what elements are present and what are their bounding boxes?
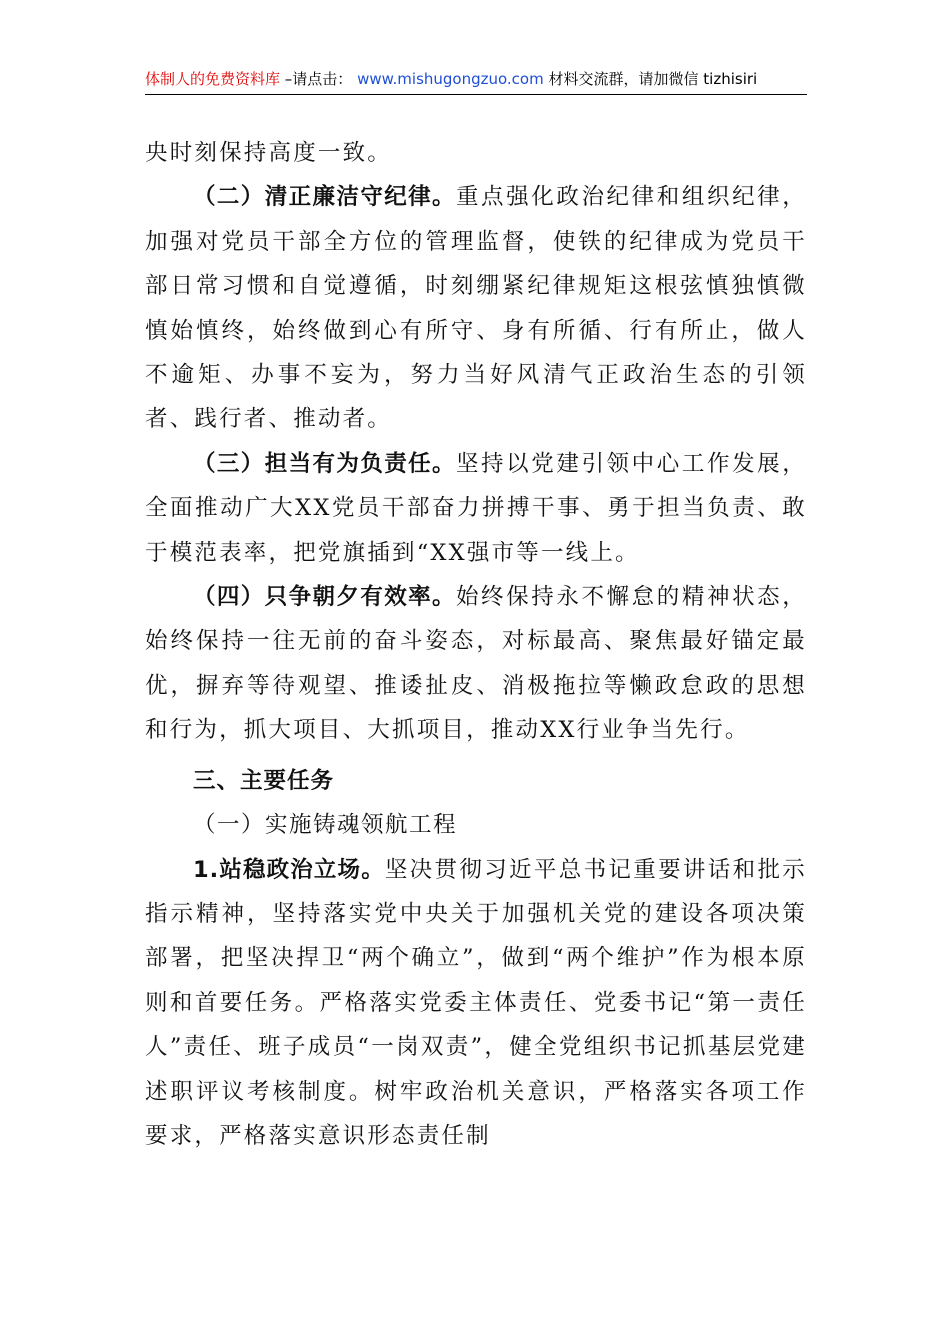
header-divider [145,94,807,95]
item-1-text: 坚决贯彻习近平总书记重要讲话和批示指示精神，坚持落实党中央关于加强机关党的建设各项决策部署，把坚决捍卫“两个确立”，做到“两个维护”作为根本原则和首要任务。严格落实党委主体责任、党委书记“第一责任人”责任、班子成员“一岗双责”，健全党组织书记抓基层党建述职评议考核制度。树牢政治机关意识，严格落实各项工作要求，严格落实意识形态责任制 [145,856,807,1149]
header-prompt: –请点击： [284,70,353,88]
heading-main-tasks: 三、主要任务 [193,767,335,794]
section-4-lead: （四）只争朝夕有效率。 [193,584,456,611]
section-4-text: 始终保持永不懈怠的精神状态，始终保持一往无前的奋斗姿态，对标最高、聚焦最好锚定最优，摒弃等待观望、推诿扯皮、消极拖拉等懒政怠政的思想和行为，抓大项目、大抓项目，推动XX行业争当先行。 [145,584,807,744]
header-url-link[interactable]: www.mishugongzuo.com [357,70,544,88]
document-body [145,131,807,1158]
paragraph-continuation: 央时刻保持高度一致。 [145,140,393,166]
section-3-paragraph [145,442,807,575]
section-2-lead: （二）清正廉洁守纪律。 [193,184,456,211]
section-3-text: 坚持以党建引领中心工作发展，全面推动广大XX党员干部奋力拼搏干事、勇于担当负责、敢于模范表率，把党旗插到“XX强市等一线上。 [145,450,807,566]
section-4-paragraph [145,575,807,753]
subheading-project-1: （一）实施铸魂领航工程 [193,812,458,839]
section-2-text: 重点强化政治纪律和组织纪律，加强对党员干部全方位的管理监督，使铁的纪律成为党员干部日常习惯和自觉遵循，时刻绷紧纪律规矩这根弦慎独慎微慎始慎终，始终做到心有所守、身有所循、行有所止，做人不逾矩、办事不妄为，努力当好风清气正政治生态的引领者、践行者、推动者。 [145,184,807,433]
page-header [145,66,807,92]
section-2-paragraph [145,175,807,441]
header-tail: 材料交流群，请加微信 tizhisiri [548,70,758,88]
item-1-lead: 1.站稳政治立场。 [193,856,385,883]
header-brand: 体制人的免费资料库 [145,70,281,88]
section-3-lead: （三）担当有为负责任。 [193,450,456,477]
item-1-paragraph [145,848,807,1159]
